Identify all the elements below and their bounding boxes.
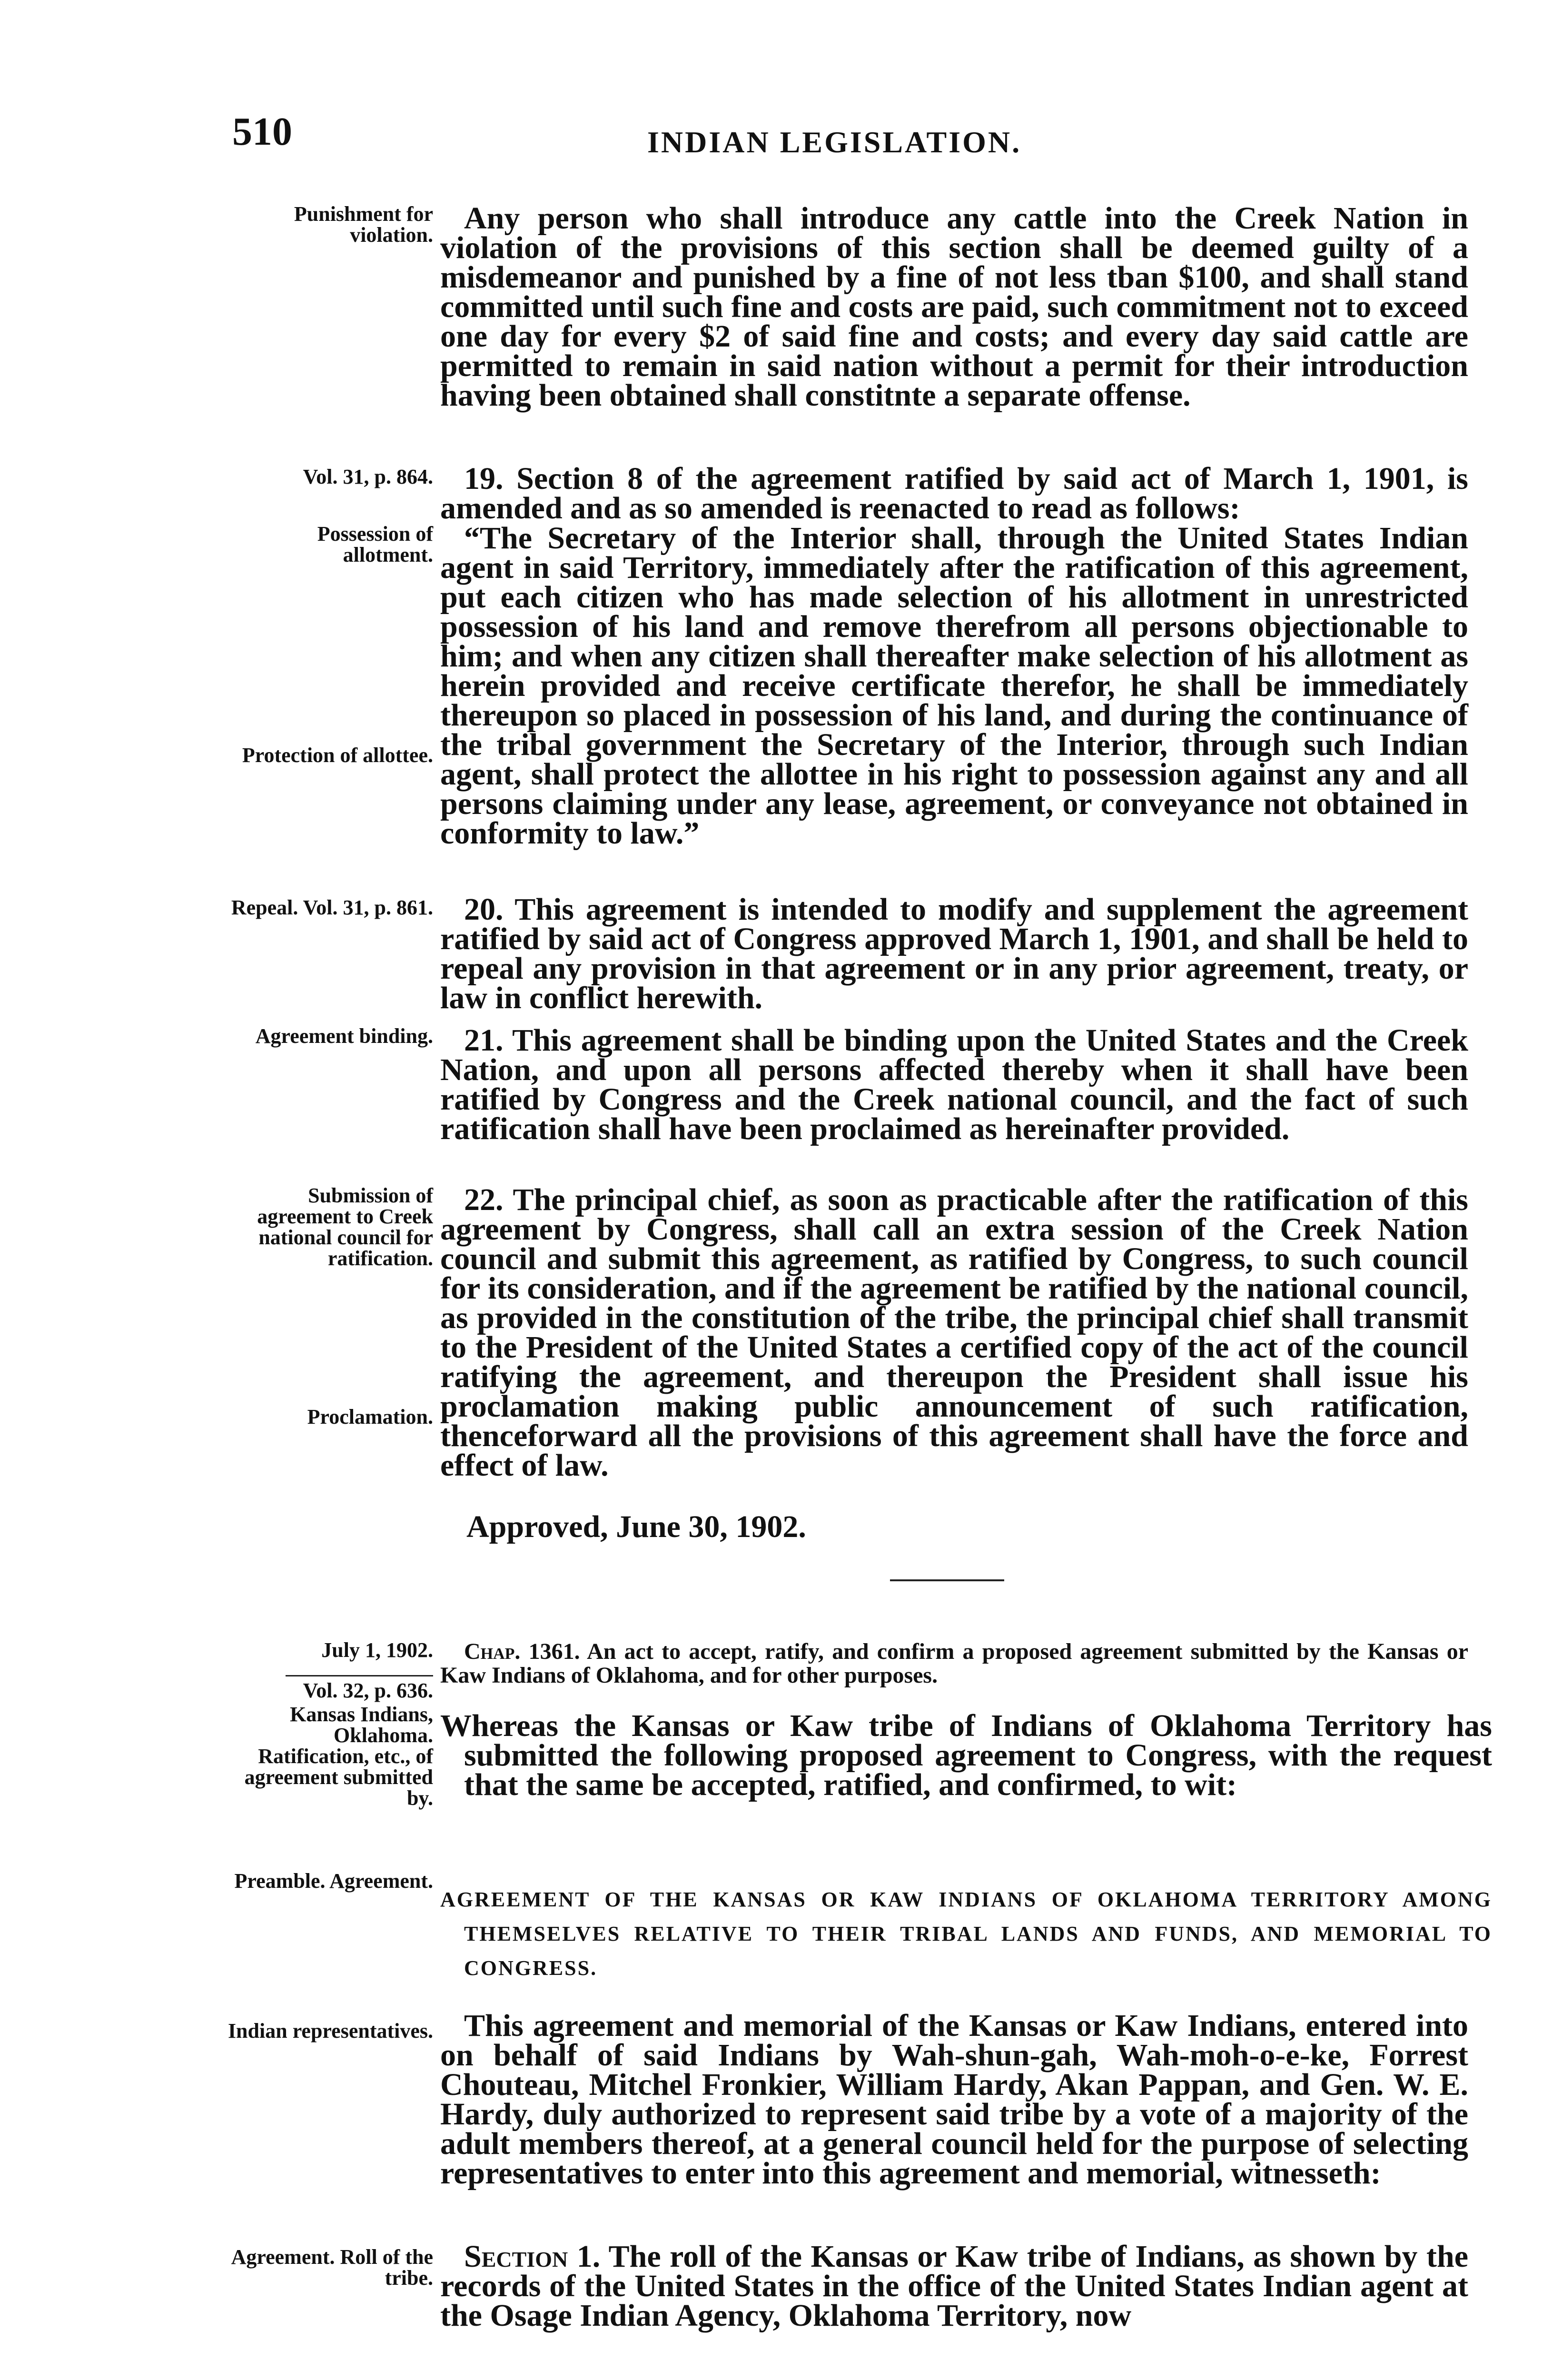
approved-date: Approved, June 30, 1902.	[466, 1509, 806, 1544]
margin-note-protection: Protection of allottee.	[242, 744, 433, 767]
margin-note-preamble: Preamble. Agreement.	[234, 1869, 433, 1893]
paragraph-representatives: This agreement and memorial of the Kansas or Kaw Indians, entered into on behalf of said Indians by Wah-shun-gah, Wah-moh-o-e-ke, Forrest Chouteau, Mitchel Fronkier, William Hardy, Akan Pappan, and Gen. W. E. Hardy, duly authorized to represent said tribe by a vote of a majority of the adult members thereof, at a general council held for the purpose of selecting representatives to enter into this agreement and memorial, witnesseth:	[440, 2008, 1468, 2191]
margin-note-agreement-roll: Agreement. Roll of the tribe.	[231, 2245, 433, 2290]
paragraph-section-1	[440, 2239, 1469, 2333]
paragraph-punishment: Any person who shall introduce any cattle into the Creek Nation in violation of the provisions of this section shall be deemed guilty of a misdemeanor and punished by a fine of not less tban $100, and shall stand committed until such fine and costs are paid, such commitment not to exceed one day for every $2 of said fine and costs; and every day said cattle are permitted to remain in said nation without a permit for their introduction having been obtained shall constitnte a separate offense.	[440, 201, 1468, 413]
agreement-heading: AGREEMENT OF THE KANSAS OR KAW INDIANS OF OKLAHOMA TERRITORY AMONG THEMSELVES RELATIVE TO THEIR TRIBAL LANDS AND FUNDS, AND MEMORIAL TO CONGRESS.	[440, 1888, 1492, 1980]
margin-note-kansas: Kansas Indians, Oklahoma. Ratification, etc., of agreement submitted by.	[244, 1703, 433, 1810]
paragraph-22: 22. The principal chief, as soon as practicable after the ratification of this agreement by Congress, shall call an extra session of the Creek Nation council and submit this agreement, as ratified by Congress, to such council for its consideration, and if the agreement be ratified by the national council, as provided in the constitution of the tribe, the principal chief shall transmit to the President of the United States a certified copy of the act of the council ratifying the agreement, and thereupon the President shall issue his proclamation making public announcement of such ratification, thenceforward all the provisions of this agreement shall have the force and effect of law.	[440, 1182, 1468, 1483]
section-1-text: The roll of the Kansas or Kaw tribe of Indians, as shown by the records of the United States in the office of the United States Indian agent at the Osage Indian Agency, Oklahoma Territory, now	[440, 2239, 1469, 2333]
margin-note-date: July 1, 1902.	[321, 1638, 433, 1662]
paragraph-whereas: Whereas the Kansas or Kaw tribe of Indians of Oklahoma Territory has submitted the following proposed agreement to Congress, with the request that the same be accepted, ratified, and confirmed, to wit:	[440, 1708, 1492, 1802]
page-number: 510	[232, 109, 292, 154]
paragraph-20: 20. This agreement is intended to modify and supplement the agreement ratified by said act of Congress approved March 1, 1901, and shall be held to repeal any provision in that agreement or in any prior agreement, treaty, or law in conflict herewith.	[440, 892, 1468, 1015]
paragraph-21: 21. This agreement shall be binding upon the United States and the Creek Nation, and upon all persons affected thereby when it shall have been ratified by Congress and the Creek national council, and the fact of such ratification shall have been proclaimed as hereinafter provided.	[440, 1023, 1468, 1146]
chapter-label: Chap. 1361.	[464, 1639, 580, 1664]
margin-note-punishment: Punishment for violation.	[294, 202, 433, 247]
margin-note-proclamation: Proclamation.	[307, 1405, 433, 1428]
margin-note-vol32: Vol. 32, p. 636.	[303, 1679, 433, 1702]
chapter-text: An act to accept, ratify, and confirm a proposed agreement submitted by the Kansas or Kaw Indians of Oklahoma, and for other purposes.	[440, 1639, 1468, 1688]
margin-note-possession: Possession of allotment.	[317, 522, 433, 566]
chapter-caption	[440, 1640, 1468, 1687]
margin-note-indian-reps: Indian representatives.	[227, 2019, 433, 2043]
margin-rule	[286, 1675, 433, 1676]
paragraph-19: 19. Section 8 of the agreement ratified by said act of March 1, 1901, is amended and as so amended is reenacted to read as follows:	[440, 461, 1468, 526]
margin-note-agreement-binding: Agreement binding.	[255, 1024, 433, 1048]
paragraph-19-quote: “The Secretary of the Interior shall, through the United States Indian agent in said Territory, immediately after the ratification of this agreement, put each citizen who has made selection of his allotment in unrestricted possession of his land and remove therefrom all persons objectionable to him; and when any citizen shall thereafter make selection of his allotment as herein provided and receive certificate therefor, he shall be immediately thereupon so placed in possession of his land, and during the continuance of the tribal government the Secretary of the Interior, through such Indian agent, shall protect the allottee in his right to possession against any and all persons claiming under any lease, agreement, or conveyance not obtained in conformity to law.”	[440, 521, 1468, 851]
margin-note-submission: Submission of agreement to Creek national council for ratification.	[257, 1184, 433, 1270]
section-1-label: Section 1.	[464, 2239, 601, 2274]
margin-note-vol31-864: Vol. 31, p. 864.	[303, 465, 433, 488]
margin-note-repeal: Repeal. Vol. 31, p. 861.	[231, 896, 433, 919]
section-divider	[890, 1579, 1004, 1581]
running-title: INDIAN LEGISLATION.	[647, 125, 1022, 159]
